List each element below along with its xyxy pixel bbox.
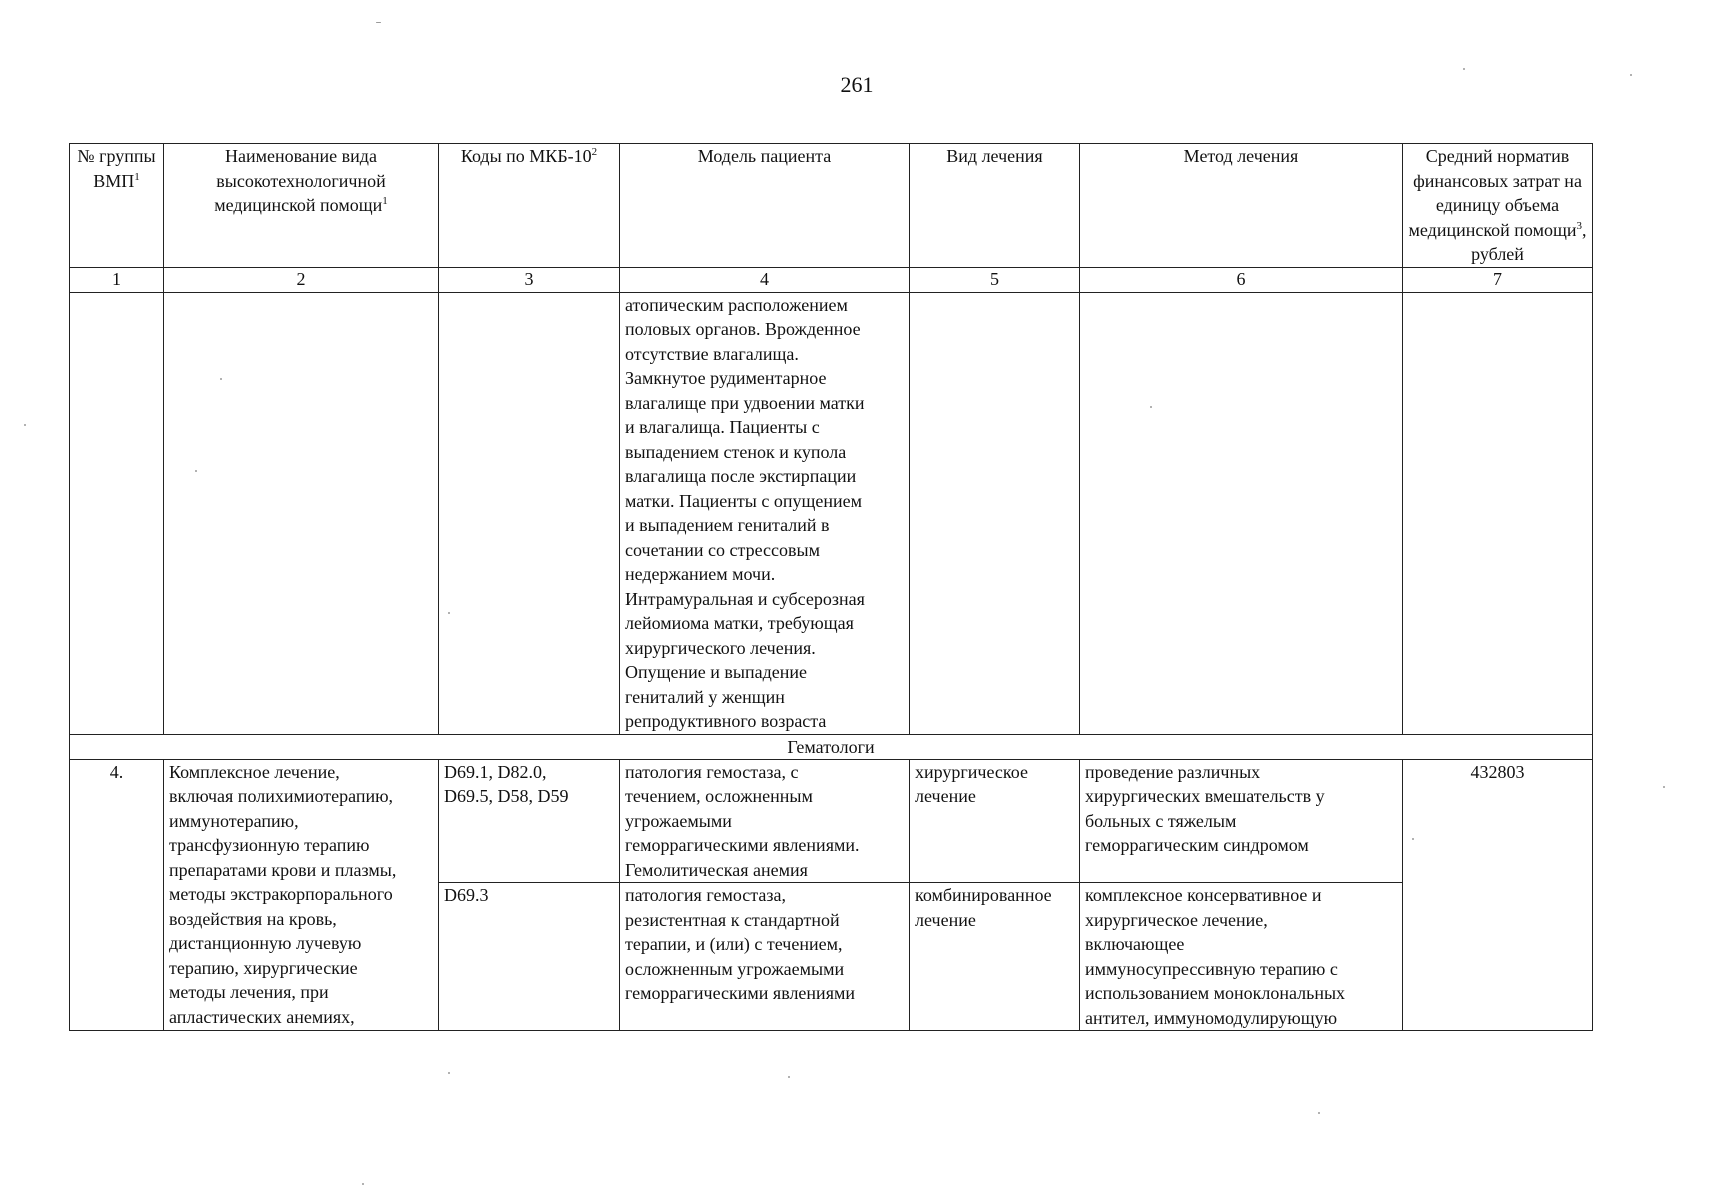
column-number: 6 xyxy=(1080,267,1403,292)
scan-speck xyxy=(376,22,381,23)
treatment-type-cell: комбинированное лечение xyxy=(910,883,1080,1031)
scan-speck xyxy=(1630,74,1632,76)
header-care-type: Наименование вида высокотехнологичной медицинской помощи$^1$ xyxy=(164,144,439,268)
icd-codes-cell: D69.3 xyxy=(439,883,620,1031)
column-number: 1 xyxy=(70,267,164,292)
group-number-cell: 4. xyxy=(70,759,164,1031)
header-cost-standard: Средний норматив финансовых затрат на единицу объема медицинской помощи$^3$, рублей xyxy=(1403,144,1593,268)
icd-codes-cell: D69.1, D82.0, D69.5, D58, D59 xyxy=(439,759,620,883)
scan-speck xyxy=(195,470,197,472)
care-type-cell: Комплексное лечение, включая полихимиотерапию, иммунотерапию, трансфузионную терапию препаратами крови и плазмы, методы экстракорпорального воздействия на кровь, дистанционную лучевую терапию, хирургические методы лечения, при апластических анемиях, xyxy=(164,759,439,1031)
column-numbering-row xyxy=(70,267,1593,292)
section-row xyxy=(70,734,1593,759)
header-treatment-method: Метод лечения xyxy=(1080,144,1403,268)
header-icd-codes: Коды по МКБ-$10^2$ xyxy=(439,144,620,268)
continuation-row xyxy=(70,292,1593,734)
treatment-type-cell: хирургическое лечение xyxy=(910,759,1080,883)
cost-cell: 432803 xyxy=(1403,759,1593,1031)
patient-model-cell: патология гемостаза, с течением, осложненным угрожаемыми геморрагическими явлениями. Гемолитическая анемия xyxy=(620,759,910,883)
patient-model-cell: патология гемостаза, резистентная к стандартной терапии, и (или) с течением, осложненным угрожаемыми геморрагическими явлениями xyxy=(620,883,910,1031)
scan-speck xyxy=(1318,1112,1320,1114)
header-treatment-type: Вид лечения xyxy=(910,144,1080,268)
scan-speck xyxy=(1150,406,1152,408)
scan-speck xyxy=(1463,68,1465,70)
scan-speck xyxy=(1663,786,1665,788)
column-number: 7 xyxy=(1403,267,1593,292)
treatment-method-cell: проведение различных хирургических вмешательств у больных с тяжелым геморрагическим синдромом xyxy=(1080,759,1403,883)
header-group-number: № группы ВМП$^1$ xyxy=(70,144,164,268)
column-number: 3 xyxy=(439,267,620,292)
scan-speck xyxy=(24,424,26,426)
patient-model-cell: атопическим расположением половых органов. Врожденное отсутствие влагалища. Замкнутое рудиментарное влагалище при удвоении матки и влагалища. Пациенты с выпадением стенок и купола влагалища после экстирпации матки. Пациенты с опущением и выпадением гениталий в сочетании со стрессовым недержанием мочи. Интрамуральная и субсерозная лейомиома матки, требующая хирургического лечения. Опущение и выпадение гениталий у женщин репродуктивного возраста xyxy=(620,292,910,734)
section-title: Гематологи xyxy=(70,734,1593,759)
page-number: 261 xyxy=(840,72,874,97)
header-patient-model: Модель пациента xyxy=(620,144,910,268)
treatment-method-cell: комплексное консервативное и хирургическое лечение, включающее иммуносупрессивную терапию с использованием моноклональных антител, иммуномодулирующую xyxy=(1080,883,1403,1031)
column-number: 2 xyxy=(164,267,439,292)
scan-speck xyxy=(1412,838,1414,840)
column-number: 5 xyxy=(910,267,1080,292)
scan-speck xyxy=(448,1072,450,1074)
vmp-table xyxy=(69,143,1593,1031)
scan-speck xyxy=(362,1183,364,1185)
scan-speck xyxy=(788,1076,790,1078)
column-number: 4 xyxy=(620,267,910,292)
header-row xyxy=(70,144,1593,268)
scan-speck xyxy=(220,378,222,380)
group-row xyxy=(70,759,1593,883)
scan-speck xyxy=(448,612,450,614)
